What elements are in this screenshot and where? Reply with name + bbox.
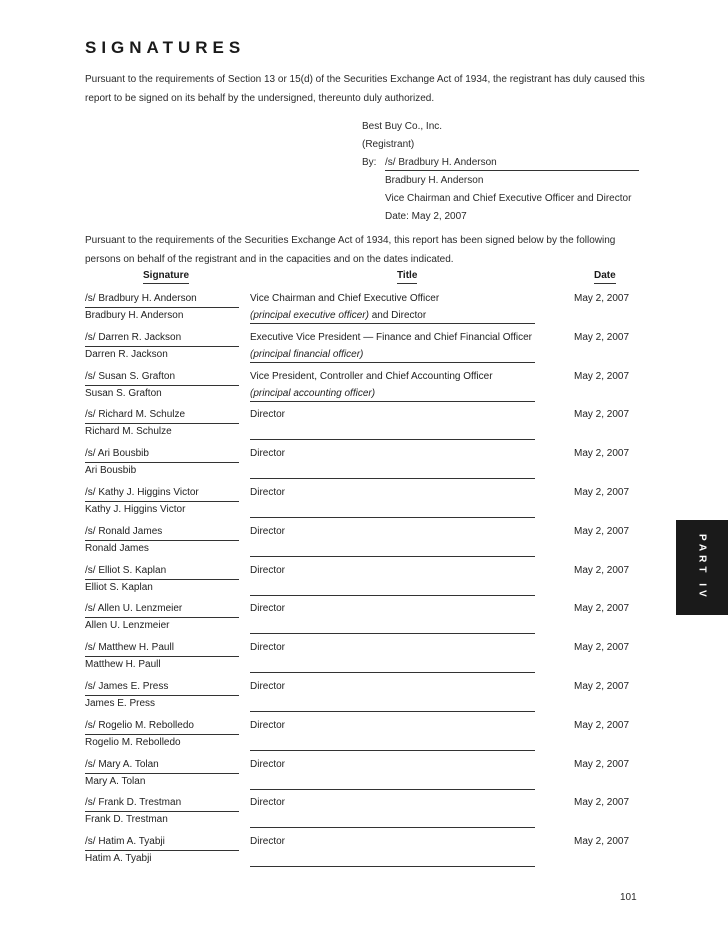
registrant-date: Date: May 2, 2007	[385, 211, 467, 222]
signer-name: Richard M. Schulze	[85, 426, 172, 437]
signer-row	[85, 758, 645, 792]
signer-title: Director	[250, 526, 286, 537]
signer-title: Director	[250, 836, 286, 847]
signer-name: Hatim A. Tyabji	[85, 853, 152, 864]
signer-name: James E. Press	[85, 698, 156, 709]
signer-name: Darren R. Jackson	[85, 349, 168, 360]
signer-capacity-note: (principal accounting officer)	[250, 388, 376, 399]
signer-title: Director	[250, 409, 286, 420]
signer-title: Director	[250, 603, 286, 614]
signer-capacity	[250, 348, 535, 363]
signer-title: Director	[250, 487, 286, 498]
signer-row	[85, 292, 645, 326]
title-underline	[250, 602, 535, 634]
signer-signature: /s/ Allen U. Lenzmeier	[85, 602, 239, 618]
signer-signature: /s/ Rogelio M. Rebolledo	[85, 719, 239, 735]
second-paragraph: Pursuant to the requirements of the Securities Exchange Act of 1934, this report has been signed below by the following persons on behalf of the registrant and in the capacities and on the dates indicated.	[85, 235, 616, 265]
signer-date: May 2, 2007	[574, 371, 630, 382]
title-underline	[250, 408, 535, 440]
signer-signature: /s/ Richard M. Schulze	[85, 408, 239, 424]
registrant-signature: /s/ Bradbury H. Anderson	[385, 154, 639, 171]
signer-title: Director	[250, 797, 286, 808]
title-underline	[250, 758, 535, 790]
signer-signature: /s/ Elliot S. Kaplan	[85, 564, 239, 580]
title-underline	[250, 525, 535, 557]
signer-signature: /s/ James E. Press	[85, 680, 239, 696]
signer-row	[85, 486, 645, 520]
signer-signature: /s/ Ronald James	[85, 525, 239, 541]
signer-signature: /s/ Matthew H. Paull	[85, 641, 239, 657]
signer-title: Director	[250, 565, 286, 576]
signer-title: Director	[250, 642, 286, 653]
signer-date: May 2, 2007	[574, 836, 630, 847]
signer-signature: /s/ Mary A. Tolan	[85, 758, 239, 774]
signer-row	[85, 331, 645, 365]
signer-name: Rogelio M. Rebolledo	[85, 737, 181, 748]
signer-signature: /s/ Ari Bousbib	[85, 447, 239, 463]
registrant-by-line	[362, 154, 639, 172]
signer-row	[85, 408, 645, 442]
signer-title: Vice Chairman and Chief Executive Officer	[250, 293, 440, 304]
signer-date: May 2, 2007	[574, 487, 630, 498]
signer-signature: /s/ Frank D. Trestman	[85, 796, 239, 812]
title-underline	[250, 796, 535, 828]
page-heading: SIGNATURES	[85, 38, 246, 57]
signer-name: Bradbury H. Anderson	[85, 310, 184, 321]
signer-capacity-note: (principal executive officer)	[250, 310, 369, 321]
signer-row	[85, 564, 645, 598]
title-underline	[250, 835, 535, 867]
registrant-company: Best Buy Co., Inc.	[362, 121, 443, 132]
title-underline	[250, 447, 535, 479]
signer-capacity	[250, 387, 535, 402]
signer-date: May 2, 2007	[574, 448, 630, 459]
signer-title: Director	[250, 720, 286, 731]
signer-date: May 2, 2007	[574, 603, 630, 614]
column-header-date: Date	[594, 270, 616, 284]
signer-capacity-suffix: and Director	[368, 310, 427, 321]
signer-capacity-note: (principal financial officer)	[250, 349, 364, 360]
title-underline	[250, 680, 535, 712]
signer-row	[85, 796, 645, 830]
signer-signature: /s/ Bradbury H. Anderson	[85, 292, 239, 308]
signer-signature: /s/ Hatim A. Tyabji	[85, 835, 239, 851]
signer-name: Allen U. Lenzmeier	[85, 620, 170, 631]
signer-row	[85, 525, 645, 559]
signer-signature: /s/ Darren R. Jackson	[85, 331, 239, 347]
by-label: By:	[362, 157, 377, 168]
registrant-block	[362, 118, 639, 226]
signer-name: Susan S. Grafton	[85, 388, 162, 399]
part-tab-label: PART IV	[696, 534, 708, 601]
page-number: 101	[620, 892, 637, 903]
signer-capacity	[250, 309, 535, 324]
signer-signature: /s/ Susan S. Grafton	[85, 370, 239, 386]
signer-date: May 2, 2007	[574, 720, 630, 731]
registrant-name: Bradbury H. Anderson	[385, 175, 484, 186]
column-header-signature: Signature	[143, 270, 189, 284]
signer-date: May 2, 2007	[574, 409, 630, 420]
intro-paragraph: Pursuant to the requirements of Section 13 or 15(d) of the Securities Exchange Act of 1934, the registrant has duly caused this report to be signed on its behalf by the undersigned, thereunto duly authorized.	[85, 74, 645, 104]
signer-row	[85, 641, 645, 675]
signer-row	[85, 602, 645, 636]
signer-date: May 2, 2007	[574, 565, 630, 576]
signer-name: Elliot S. Kaplan	[85, 582, 153, 593]
title-underline	[250, 564, 535, 596]
title-underline	[250, 641, 535, 673]
signer-date: May 2, 2007	[574, 642, 630, 653]
signer-row	[85, 719, 645, 753]
signer-name: Ronald James	[85, 543, 149, 554]
title-underline	[250, 486, 535, 518]
signer-title: Executive Vice President — Finance and Chief Financial Officer	[250, 332, 532, 343]
signer-date: May 2, 2007	[574, 797, 630, 808]
signer-date: May 2, 2007	[574, 293, 630, 304]
title-underline	[250, 719, 535, 751]
signer-name: Kathy J. Higgins Victor	[85, 504, 186, 515]
signer-date: May 2, 2007	[574, 332, 630, 343]
signer-title: Director	[250, 448, 286, 459]
column-header-title: Title	[397, 270, 417, 284]
signer-row	[85, 680, 645, 714]
signer-title: Vice President, Controller and Chief Accounting Officer	[250, 371, 493, 382]
registrant-label: (Registrant)	[362, 139, 415, 150]
signer-row	[85, 370, 645, 404]
signer-title: Director	[250, 759, 286, 770]
signer-name: Matthew H. Paull	[85, 659, 161, 670]
registrant-title: Vice Chairman and Chief Executive Officer and Director	[385, 193, 632, 204]
signer-name: Mary A. Tolan	[85, 776, 146, 787]
signer-date: May 2, 2007	[574, 526, 630, 537]
signer-title: Director	[250, 681, 286, 692]
signer-name: Ari Bousbib	[85, 465, 137, 476]
signer-date: May 2, 2007	[574, 759, 630, 770]
signer-signature: /s/ Kathy J. Higgins Victor	[85, 486, 239, 502]
signer-date: May 2, 2007	[574, 681, 630, 692]
signer-name: Frank D. Trestman	[85, 814, 168, 825]
signer-row	[85, 835, 645, 869]
signer-row	[85, 447, 645, 481]
part-tab	[676, 520, 728, 615]
